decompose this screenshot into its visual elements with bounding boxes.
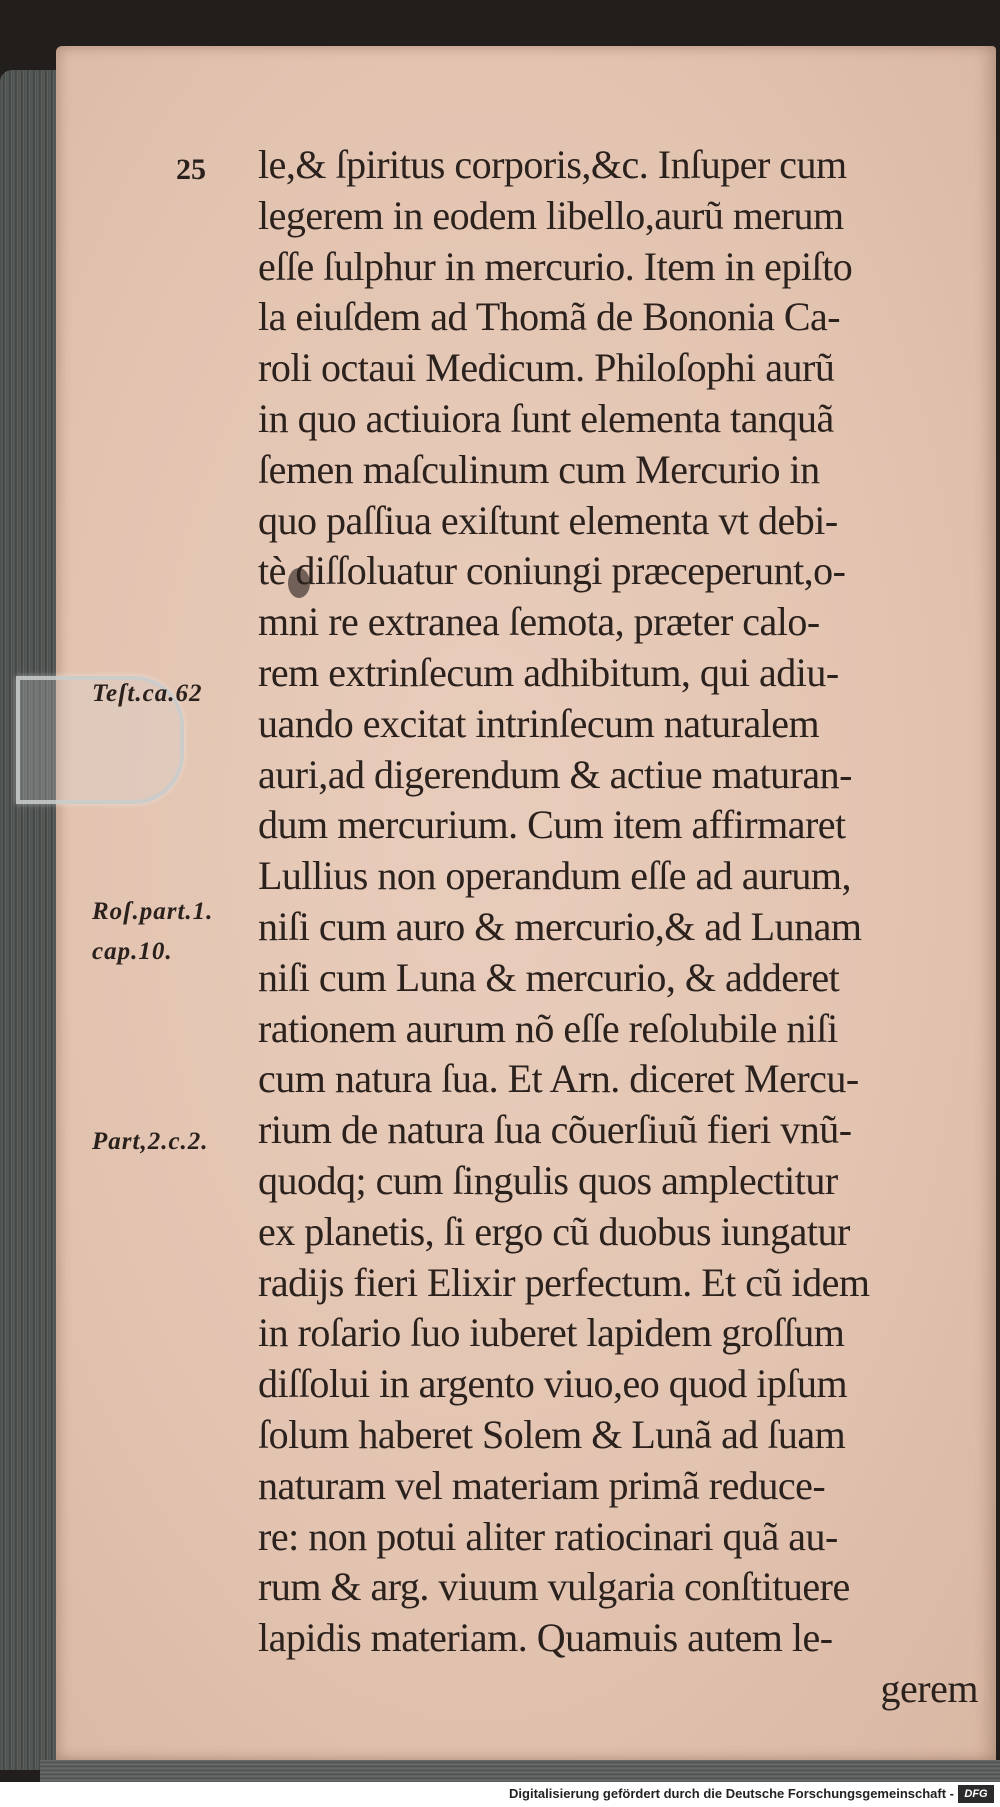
text-line: in roſario ſuo iuberet lapidem groſſum (258, 1310, 845, 1356)
text-line: diſſolui in argento viuo,eo quod ipſum (258, 1361, 848, 1407)
text-line: roli octaui Medicum. Philoſophi aurũ (258, 345, 835, 391)
margin-note-part: Part,2.c.2. (92, 1128, 209, 1155)
text-line: mni re extranea ſemota, præter calo- (258, 599, 820, 645)
text-line: niſi cum auro & mercurio,& ad Lunam (258, 903, 862, 949)
margin-note-testamentum: Teſt.ca.62 (92, 680, 203, 707)
text-line: auri,ad digerendum & actiue maturan- (258, 751, 852, 797)
text-line: rium de natura ſua cõuerſiuũ fieri vnũ- (258, 1107, 852, 1153)
bottom-page-edges (40, 1760, 1000, 1782)
text-line: niſi cum Luna & mercurio, & adderet (258, 954, 840, 1000)
text-line: Lullius non operandum eſſe ad aurum, (258, 853, 851, 899)
text-line: dum mercurium. Cum item affirmaret (258, 802, 846, 848)
margin-note-rosarium-part: Roſ.part.1. (92, 898, 214, 925)
text-line: le,& ſpiritus corporis,&c. Inſuper cum (258, 142, 847, 187)
text-line: in quo actiuiora ſunt elementa tanquã (258, 395, 834, 441)
text-line: ſolum haberet Solem & Lunã ad ſuam (258, 1411, 846, 1457)
text-line: quodq; cum ſingulis quos amplectitur (258, 1157, 838, 1203)
text-line: rationem aurum nõ eſſe reſolubile niſi (258, 1005, 838, 1051)
text-line: tè diſſoluatur coniungi præceperunt,o- (258, 548, 846, 594)
text-line: re: non potui aliter ratiocinari quã au- (258, 1513, 838, 1559)
text-line: rem extrinſecum adhibitum, qui adiu- (258, 649, 839, 695)
page-number: 25 (176, 153, 206, 186)
text-line: cum natura ſua. Et Arn. diceret Mercu- (258, 1056, 859, 1102)
catchword: gerem (880, 1665, 978, 1711)
text-line: la eiuſdem ad Thomã de Bononia Ca- (258, 294, 841, 340)
latin-body-text (258, 140, 988, 1715)
footer-bar (0, 1782, 1000, 1807)
text-line: legerem in eodem libello,aurũ merum (258, 192, 844, 238)
margin-note-rosarium-cap: cap.10. (92, 938, 173, 965)
funding-credit: Digitalisierung gefördert durch die Deutsche Forschungsgemeinschaft - (509, 1786, 954, 1801)
text-line: lapidis materiam. Quamuis autem le- (258, 1615, 833, 1661)
text-line: ſemen maſculinum cum Mercurio in (258, 446, 820, 492)
text-line: ex planetis, ſi ergo cũ duobus iungatur (258, 1208, 850, 1254)
text-line: uando excitat intrinſecum naturalem (258, 700, 820, 746)
text-line: quo paſſiua exiſtunt elementa vt debi- (258, 497, 838, 543)
text-line: radijs fieri Elixir perfectum. Et cũ idem (258, 1259, 870, 1305)
dfg-logo: DFG (958, 1785, 994, 1803)
text-line: eſſe ſulphur in mercurio. Item in epiſto (258, 243, 853, 289)
text-line: rum & arg. viuum vulgaria conſtituere (258, 1564, 850, 1610)
text-line: naturam vel materiam primã reduce- (258, 1462, 826, 1508)
